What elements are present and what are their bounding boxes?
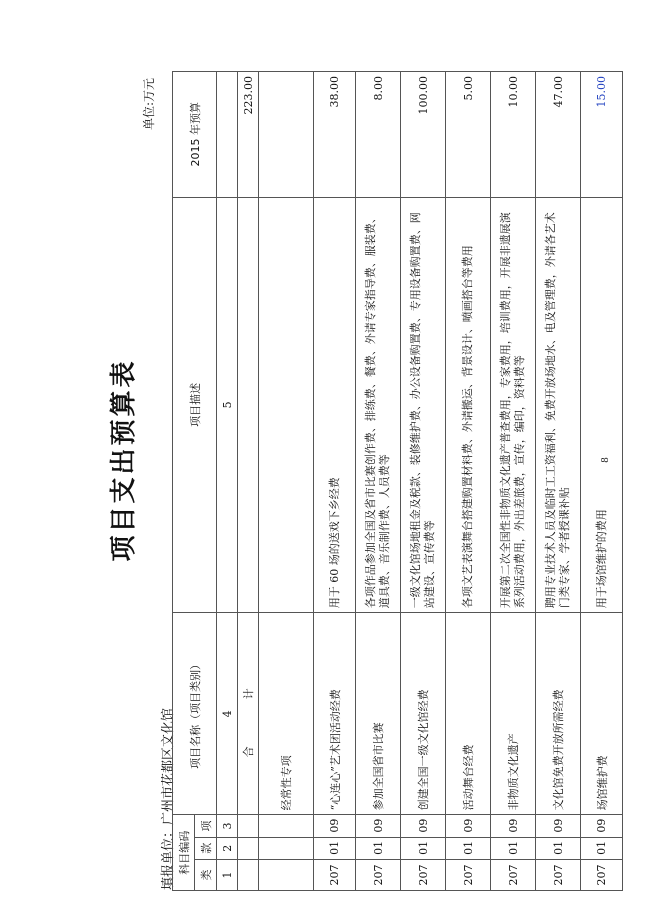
project-desc-cell: 用于 60 场的送戏下乡经费 — [314, 197, 356, 613]
budget-amount-cell: 10.00 — [491, 72, 536, 198]
budget-amount-cell: 38.00 — [314, 72, 356, 198]
total-label: 合 计 — [238, 613, 259, 815]
empty-cell — [238, 859, 259, 890]
project-desc-cell: 各项作品参加全国及省市比赛创作费、排练费、餐费、外请专家指导费、服装费、道具费、音乐制作费、人员费等 — [356, 197, 401, 613]
project-name-cell: “心连心”艺术团活动经费 — [314, 613, 356, 815]
empty-cell — [259, 815, 314, 837]
empty-cell — [238, 837, 259, 859]
table-row — [446, 72, 491, 891]
project-name-cell: 文化馆免费开放所需经费 — [536, 613, 581, 815]
project-desc-cell: 聘用专业技术人员及临时工工资福利、免费开放场地水、电及管理费，外请各艺术门类专家、学者授课补贴 — [536, 197, 581, 613]
class-code-cell: 207 — [401, 859, 446, 890]
table-row — [536, 72, 581, 891]
table-row — [356, 72, 401, 891]
item-code-cell: 09 — [536, 815, 581, 837]
page-number: 8 — [601, 457, 611, 463]
class-code-cell: 207 — [536, 859, 581, 890]
project-name-cell: 场馆维护费 — [581, 613, 623, 815]
index-cell: 4 — [217, 613, 238, 815]
header-budget: 2015 年预算 — [173, 72, 217, 198]
item-code-cell: 09 — [581, 815, 623, 837]
item-code-cell: 09 — [401, 815, 446, 837]
category-row — [259, 72, 314, 891]
unit-label: 单位:万元 — [142, 78, 156, 131]
category-label: 经常性专项 — [259, 613, 314, 815]
index-cell: 5 — [217, 197, 238, 613]
project-name-cell: 活动舞台经费 — [446, 613, 491, 815]
empty-cell — [238, 815, 259, 837]
budget-amount-cell: 8.00 — [356, 72, 401, 198]
empty-cell — [259, 859, 314, 890]
section-code-cell: 01 — [491, 837, 536, 859]
total-row — [238, 72, 259, 891]
index-row — [217, 72, 238, 891]
section-code-cell: 01 — [356, 837, 401, 859]
header-row-1 — [173, 72, 195, 891]
item-code-cell: 09 — [314, 815, 356, 837]
table-row — [401, 72, 446, 891]
section-code-cell: 01 — [581, 837, 623, 859]
header-subject-code: 科目编码 — [173, 815, 195, 891]
empty-cell — [259, 837, 314, 859]
header-item: 项 — [195, 815, 217, 837]
index-cell-empty — [217, 72, 238, 198]
section-code-cell: 01 — [536, 837, 581, 859]
reporting-unit: 填报单位：广州市花都区文化馆 — [161, 707, 176, 890]
budget-amount-cell: 15.00 — [581, 72, 623, 198]
budget-amount-cell: 5.00 — [446, 72, 491, 198]
index-cell: 1 — [217, 859, 238, 890]
budget-amount-cell: 47.00 — [536, 72, 581, 198]
class-code-cell: 207 — [446, 859, 491, 890]
empty-cell — [238, 197, 259, 613]
project-desc-cell: 用于场馆维护的费用 — [581, 197, 623, 613]
empty-cell — [259, 197, 314, 613]
index-cell: 2 — [217, 837, 238, 859]
project-name-cell: 非物质文化遗产 — [491, 613, 536, 815]
section-code-cell: 01 — [446, 837, 491, 859]
class-code-cell: 207 — [314, 859, 356, 890]
project-name-cell: 参加全国省市比赛 — [356, 613, 401, 815]
class-code-cell: 207 — [581, 859, 623, 890]
item-code-cell: 09 — [491, 815, 536, 837]
header-class: 类 — [195, 859, 217, 890]
project-desc-cell: 各项文艺表演舞台搭建购置材料费、外请搬运、背景设计、喷画搭台等费用 — [446, 197, 491, 613]
project-desc-cell: 一级文化馆场地租金及税款、装修维护费、办公设备购置费、专用设备购置费、网站建设、宣传费等 — [401, 197, 446, 613]
item-code-cell: 09 — [356, 815, 401, 837]
section-code-cell: 01 — [401, 837, 446, 859]
header-project-desc: 项目描述 — [173, 197, 217, 613]
project-desc-cell: 开展第二次全国性非物质文化遗产普查费用，专家费用，培训费用，开展非遗展演系列活动费用，外出差旅费，宣传，编印，资料费等 — [491, 197, 536, 613]
budget-table — [172, 71, 623, 891]
header-section: 款 — [195, 837, 217, 859]
total-value: 223.00 — [238, 72, 259, 198]
empty-cell — [259, 72, 314, 198]
class-code-cell: 207 — [491, 859, 536, 890]
table-row — [314, 72, 356, 891]
section-code-cell: 01 — [314, 837, 356, 859]
project-name-cell: 创建全国一级文化馆经费 — [401, 613, 446, 815]
class-code-cell: 207 — [356, 859, 401, 890]
budget-amount-cell: 100.00 — [401, 72, 446, 198]
item-code-cell: 09 — [446, 815, 491, 837]
header-project-name: 项目名称（项目类别） — [173, 613, 217, 815]
index-cell: 3 — [217, 815, 238, 837]
page-title: 项目支出预算表 — [109, 358, 139, 562]
table-row — [491, 72, 536, 891]
